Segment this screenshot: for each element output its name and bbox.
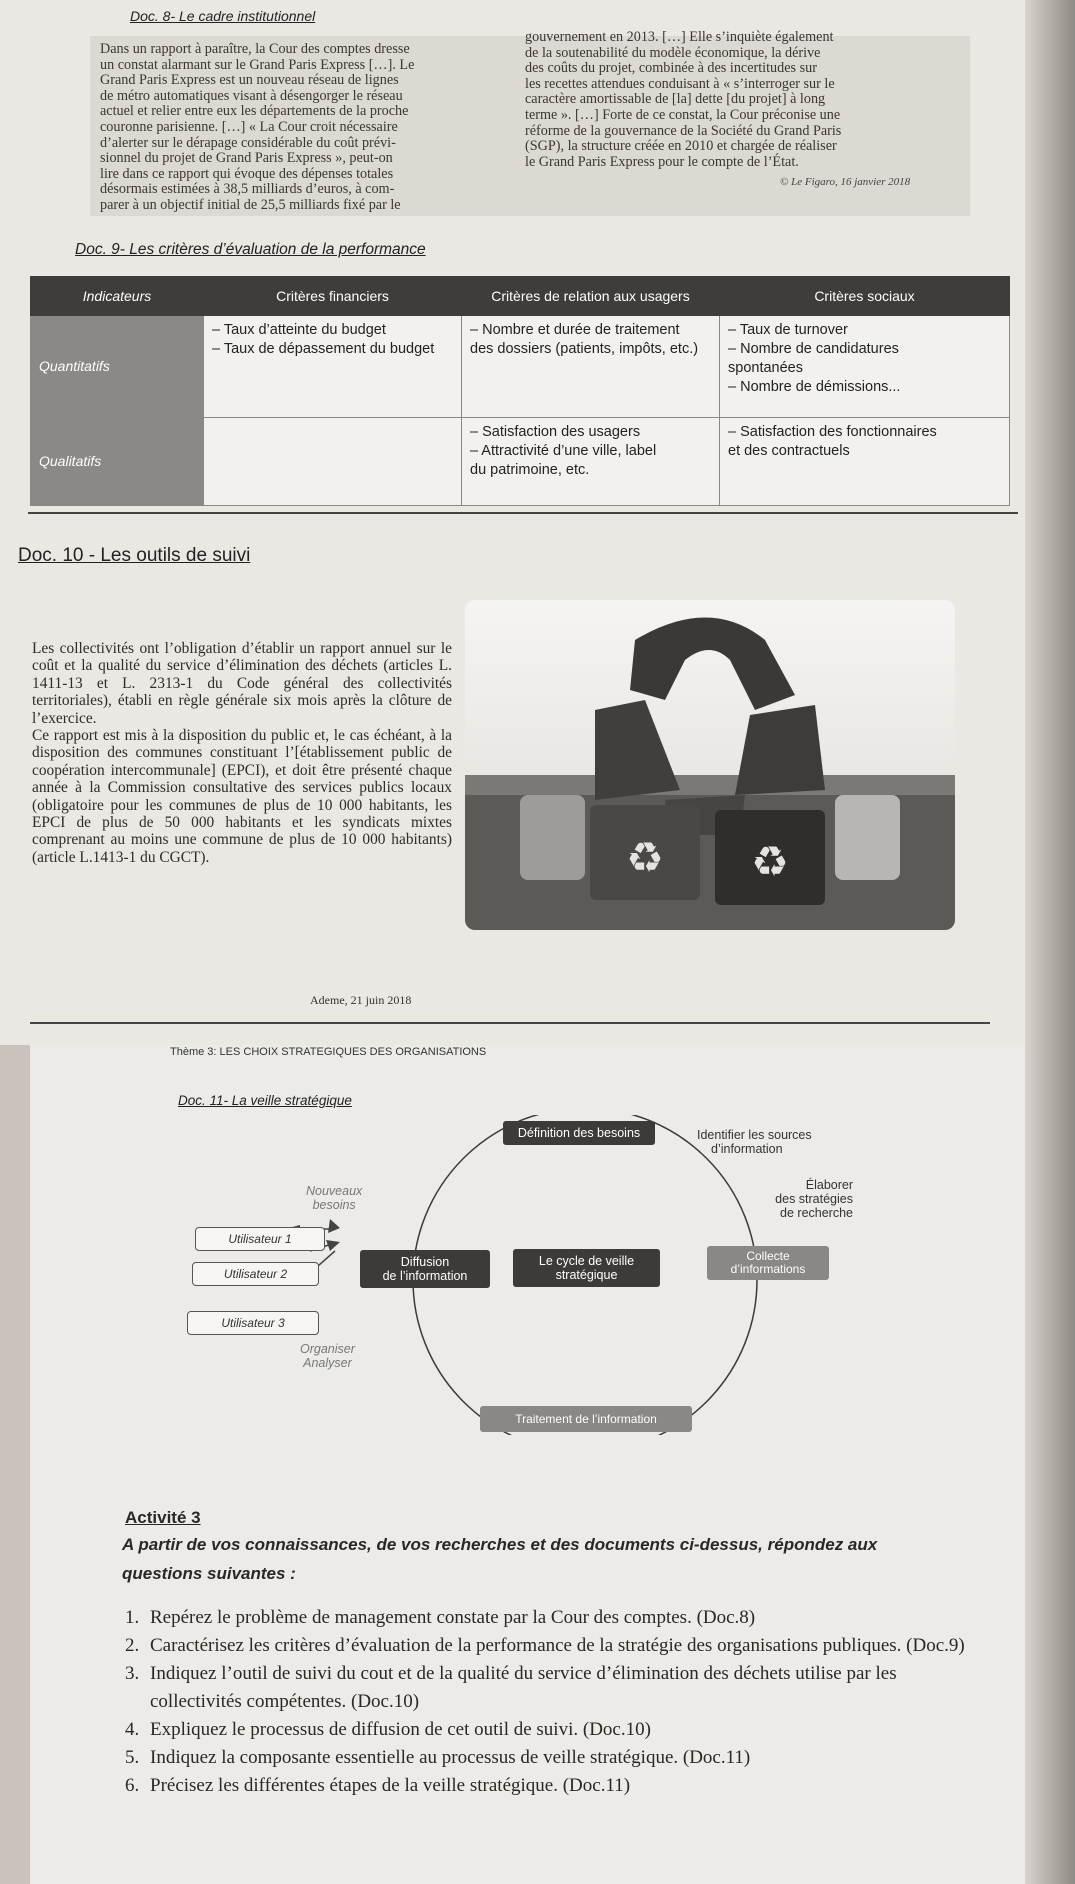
page-shadow: [1025, 0, 1075, 1884]
label-line: de recherche: [780, 1206, 853, 1220]
doc8-line: Grand Paris Express est un nouveau réseau de lignes: [100, 72, 399, 89]
doc10-credit: Ademe, 21 juin 2018: [310, 993, 412, 1007]
cell-line: – Satisfaction des fonctionnaires: [728, 424, 937, 440]
label-line: Nouveaux: [306, 1184, 363, 1198]
row-label: Qualitatifs: [31, 418, 204, 506]
question-item: 4. Expliquez le processus de diffusion de cet outil de suivi. (Doc.10): [144, 1716, 974, 1744]
doc8-source: © Le Figaro, 16 janvier 2018: [780, 176, 911, 188]
label-line: d’information: [711, 1142, 783, 1156]
user-3-box: Utilisateur 3: [187, 1311, 319, 1335]
label-line: besoins: [312, 1198, 356, 1212]
doc10-paragraph-2: Ce rapport est mis à la disposition du public et, le cas échéant, à la disposition des communes constituant l’[établissement public de coopération intercommunale] (EPCI), et doit être présenté chaque année à la Commission consultative des services publics locaux (obligatoire pour les communes de plus de 10 000 habitants, les EPCI de plus de 50 000 habitants et les syndicats mixtes comprenant au moins une commune de plus de 10 000 habitants) (article L.1413-1 du CGCT).: [32, 727, 452, 866]
activity-title: Activité 3: [125, 1508, 201, 1527]
table-cell: [720, 316, 1010, 418]
cell-line: – Attractivité d’une ville, label: [470, 443, 657, 459]
svg-text:♻: ♻: [751, 837, 789, 886]
new-needs-label: [306, 1184, 362, 1212]
collecte-line2: d’informations: [730, 1262, 806, 1276]
diffusion-line2: de l’information: [382, 1269, 468, 1283]
doc8-line: un constat alarmant sur le Grand Paris Express […]. Le: [100, 56, 415, 73]
doc8-line: couronne parisienne. […] « La Cour croit nécessaire: [100, 118, 398, 135]
cell-line: – Satisfaction des usagers: [470, 424, 641, 440]
label-line: des stratégies: [775, 1192, 853, 1206]
table-cell: [204, 316, 462, 418]
doc8-line: terme ». […] Forte de ce constat, la Cour préconise une: [525, 106, 841, 123]
cell-line: – Taux d’atteinte du budget: [212, 322, 386, 338]
table-row: [31, 316, 1010, 418]
row-label: Quantitatifs: [31, 316, 204, 418]
doc8-title: Doc. 8- Le cadre institutionnel: [130, 8, 316, 24]
theme-heading: Thème 3: LES CHOIX STRATEGIQUES DES ORGANISATIONS: [170, 1046, 487, 1058]
diffusion-box: [360, 1250, 490, 1288]
label-line: Identifier les sources: [697, 1128, 812, 1142]
user-2-box: Utilisateur 2: [192, 1262, 319, 1286]
performance-criteria-table: [30, 276, 1010, 506]
question-item: 1. Repérez le problème de management constate par la Cour des comptes. (Doc.8): [144, 1604, 974, 1632]
question-item: 6. Précisez les différentes étapes de la veille stratégique. (Doc.11): [144, 1772, 974, 1800]
cell-line: et des contractuels: [728, 443, 850, 459]
table-cell: [462, 418, 720, 506]
traitement-box: Traitement de l’information: [480, 1406, 692, 1432]
table-header: Critères de relation aux usagers: [462, 277, 720, 316]
divider: [28, 512, 1018, 514]
cycle-center-box: [513, 1249, 660, 1287]
collecte-line1: Collecte: [746, 1249, 790, 1263]
doc8-line: le Grand Paris Express pour le compte de l’État.: [525, 153, 799, 170]
cell-line: – Nombre de candidatures: [728, 341, 899, 357]
cell-line: – Nombre et durée de traitement: [470, 322, 680, 338]
svg-text:♻: ♻: [626, 833, 664, 882]
table-header: Indicateurs: [31, 277, 204, 316]
doc10-title: Doc. 10 - Les outils de suivi: [18, 545, 251, 566]
cell-line: – Taux de dépassement du budget: [212, 341, 435, 357]
doc8-line: sionnel du projet de Grand Paris Express », peut-on: [100, 150, 393, 167]
doc8-line: lire dans ce rapport qui évoque des dépenses totales: [100, 165, 394, 182]
doc8-line: parer à un objectif initial de 25,5 milliards fixé par le: [100, 196, 401, 213]
doc11-title: Doc. 11- La veille stratégique: [178, 1093, 352, 1108]
recycling-bins-photo: [465, 600, 955, 930]
divider: [30, 1022, 990, 1024]
label-line: Organiser: [300, 1342, 355, 1356]
table-row: [31, 418, 1010, 506]
question-item: 3. Indiquez l’outil de suivi du cout et de la qualité du service d’élimination des déchets utilise par les collectivités compétentes. (Doc.10): [144, 1660, 974, 1716]
doc8-line: réforme de la gouvernance de la Société du Grand Paris: [525, 122, 842, 139]
identify-sources-label: [697, 1128, 812, 1156]
table-header: Critères sociaux: [720, 277, 1010, 316]
table-header-row: [31, 277, 1010, 316]
doc8-line: caractère amortissable de [la] dette [du projet] à long: [525, 91, 826, 108]
cell-line: spontanées: [728, 360, 803, 376]
doc10-text: [32, 640, 452, 866]
question-list: [112, 1604, 974, 1800]
doc8-line: de métro automatiques visant à désengorger le réseau: [100, 87, 403, 104]
doc8-line: les recettes attendues conduisant à « s’interroger sur le: [525, 75, 835, 92]
cycle-center-line1: Le cycle de veille: [538, 1254, 635, 1268]
question-item: 5. Indiquez la composante essentielle au processus de veille stratégique. (Doc.11): [144, 1744, 974, 1772]
label-line: Analyser: [303, 1356, 352, 1370]
cell-line: – Taux de turnover: [728, 322, 848, 338]
diffusion-line1: Diffusion: [400, 1255, 450, 1269]
question-item: 2. Caractérisez les critères d’évaluation de la performance de la stratégie des organisations publiques. (Doc.9): [144, 1632, 974, 1660]
table-header: Critères financiers: [204, 277, 462, 316]
doc8-line: Dans un rapport à paraître, la Cour des comptes dresse: [100, 41, 410, 57]
definition-besoins-box: Définition des besoins: [503, 1121, 655, 1145]
doc8-line: désormais estimées à 38,5 milliards d’euros, à com-: [100, 181, 395, 198]
table-cell: [720, 418, 1010, 506]
table-cell: [462, 316, 720, 418]
doc8-line: (SGP), la structure créée en 2010 et chargée de réaliser: [525, 138, 837, 155]
label-line: Élaborer: [805, 1178, 853, 1192]
user-1-box: Utilisateur 1: [195, 1227, 325, 1251]
cycle-center-line2: stratégique: [555, 1268, 618, 1282]
doc8-line: gouvernement en 2013. […] Elle s’inquiète également: [525, 29, 834, 45]
doc8-line: d’alerter sur le dérapage considérable du coût prévi-: [100, 134, 396, 151]
cell-line: des dossiers (patients, impôts, etc.): [470, 341, 699, 357]
elaborate-strategies-label: [738, 1178, 853, 1220]
organise-analyse-label: [300, 1342, 355, 1370]
doc8-column-1: [100, 42, 500, 214]
cell-line: du patrimoine, etc.: [470, 462, 590, 478]
doc8-column-2: [525, 30, 955, 170]
cell-line: – Nombre de démissions...: [728, 379, 901, 395]
collecte-box: [707, 1246, 829, 1280]
table-cell: [204, 418, 462, 506]
doc8-line: des coûts du projet, combinée à des incertitudes sur: [525, 60, 817, 77]
activity-intro: A partir de vos connaissances, de vos recherches et des documents ci-dessus, répondez aux questions suivantes :: [122, 1535, 878, 1583]
doc9-title: Doc. 9- Les critères d’évaluation de la performance: [75, 241, 426, 258]
doc8-line: actuel et relier entre eux les départements de la proche: [100, 103, 409, 120]
doc10-paragraph-1: Les collectivités ont l’obligation d’établir un rapport annuel sur le coût et la qualité du service d’élimination des déchets (articles L. 1411-13 et L. 2313-1 du Code général des collectivités territoriales), établi en règle générale six mois après la clôture de l’exercice.: [32, 640, 452, 727]
doc8-line: de la soutenabilité du modèle économique, la dérive: [525, 44, 821, 61]
